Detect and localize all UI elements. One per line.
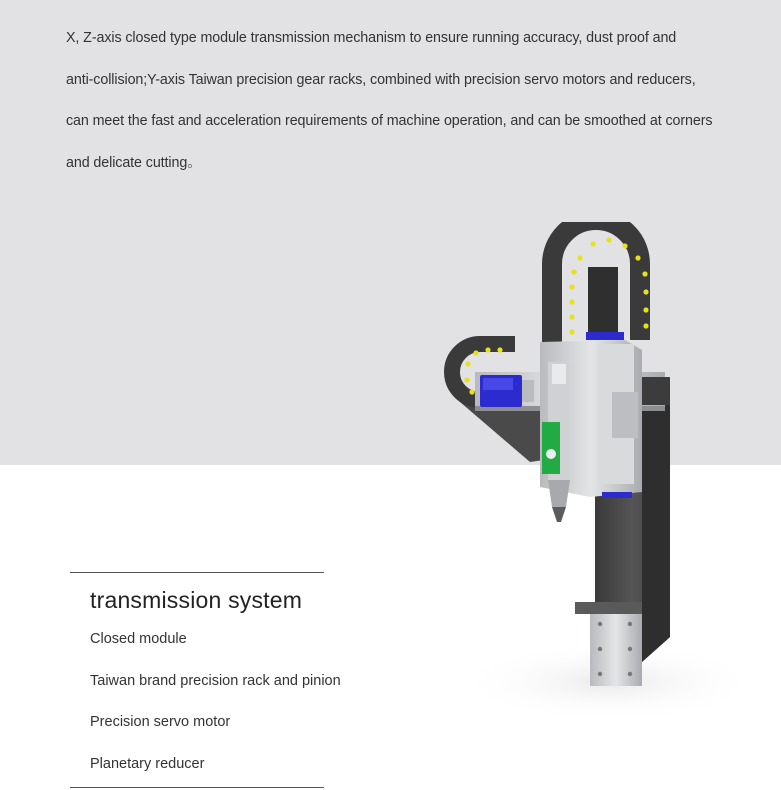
z-servo-motor: [588, 267, 618, 337]
description-line-2: anti-collision;Y-axis Taiwan precision gear racks, combined with precision servo motors and reducers,: [66, 71, 696, 88]
specs-list: [90, 622, 341, 777]
description-line-4: and delicate cutting。: [66, 154, 202, 171]
specs-panel: [70, 572, 341, 788]
cutting-nozzle: [548, 480, 570, 507]
column-foot: [575, 602, 642, 614]
specs-top-divider: [70, 572, 324, 573]
list-item: Precision servo motor: [90, 714, 231, 730]
list-item: Planetary reducer: [90, 755, 205, 772]
description-line-3: can meet the fast and acceleration requirements of machine operation, and can be smoothed at corners: [66, 113, 713, 129]
description-paragraph: [66, 18, 746, 184]
transmission-mechanism-illustration: [380, 222, 760, 742]
right-gear-motor: [638, 377, 670, 405]
description-line-1: X, Z-axis closed type module transmission mechanism to ensure running accuracy, dust proof and: [66, 30, 677, 46]
green-sensor-module: [542, 422, 560, 474]
list-item: Closed module: [90, 631, 187, 647]
specs-title: transmission system: [90, 587, 303, 613]
list-item: Taiwan brand precision rack and pinion: [90, 672, 341, 689]
specs-bottom-divider: [70, 787, 324, 788]
base-mount-plate: [590, 614, 642, 686]
support-column-face: [642, 380, 670, 662]
